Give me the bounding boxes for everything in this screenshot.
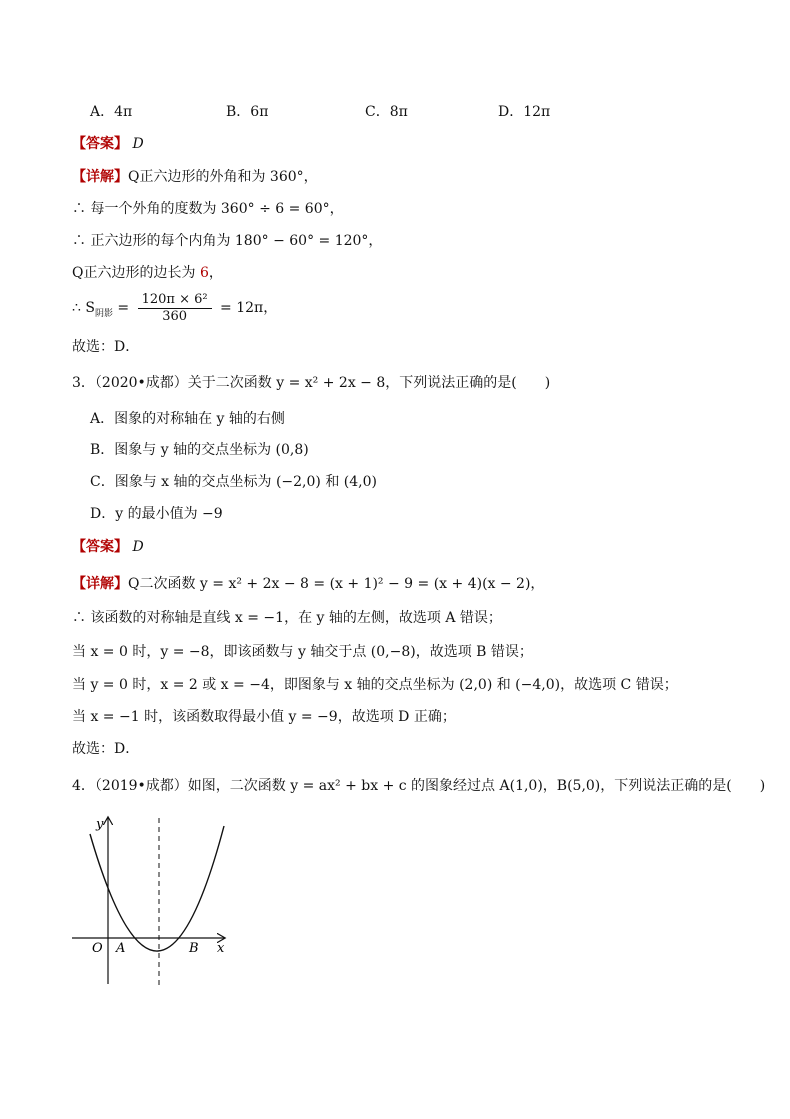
area-prefix: ∴ S xyxy=(72,300,95,316)
q3-option-b: B．图象与 y 轴的交点坐标为 (0,8) xyxy=(90,442,309,458)
answer-value: D xyxy=(132,539,144,555)
point-b-label: B xyxy=(189,941,199,956)
origin-label: O xyxy=(92,941,103,956)
q3-option-d: D．y 的最小值为 −9 xyxy=(90,506,223,522)
detail-text: Q正六边形的外角和为 360°， xyxy=(128,169,318,185)
q2-detail-line-4 xyxy=(72,264,223,282)
x-axis-label: x xyxy=(217,941,225,956)
q2-option-c: C．8π xyxy=(365,104,408,120)
q3-option-c: C．图象与 x 轴的交点坐标为 (−2,0) 和 (4,0) xyxy=(90,474,377,490)
area-eq: = xyxy=(112,300,134,316)
q3-detail-line-4: 当 y = 0 时，x = 2 或 x = −4，即图象与 x 轴的交点坐标为 (2,0) 和 (−4,0)，故选项 C 错误； xyxy=(72,677,678,693)
side-prefix: Q正六边形的边长为 xyxy=(72,265,200,281)
detail-tag: 【详解】 xyxy=(72,169,128,185)
q2-detail-line-1 xyxy=(72,168,318,186)
q3-detail-line-5: 当 x = −1 时，该函数取得最小值 y = −9，故选项 D 正确； xyxy=(72,709,456,725)
q2-area-formula xyxy=(72,290,277,332)
area-fraction xyxy=(138,292,212,325)
y-axis-label: y xyxy=(96,817,104,832)
q3-detail-line-3: 当 x = 0 时，y = −8，即该函数与 y 轴交于点 (0,−8)，故选项 B 错误； xyxy=(72,644,533,660)
area-result: = 12π， xyxy=(215,300,278,316)
answer-tag: 【答案】 xyxy=(72,136,128,152)
q4-parabola-graph xyxy=(66,812,236,992)
area-denominator: 360 xyxy=(162,308,188,324)
detail-text: Q二次函数 y = x² + 2x − 8 = (x + 1)² − 9 = (x + 4)(x − 2)， xyxy=(128,576,545,592)
area-numerator: 120π × 6² xyxy=(138,292,212,309)
q3-stem: 3．（2020•成都）关于二次函数 y = x² + 2x − 8，下列说法正确的是( ) xyxy=(72,375,551,391)
point-a-label: A xyxy=(116,941,126,956)
side-suffix: ， xyxy=(208,265,223,281)
q2-conclusion: 故选：D． xyxy=(72,339,140,355)
q3-option-a: A．图象的对称轴在 y 轴的右侧 xyxy=(90,411,285,427)
side-value: 6 xyxy=(199,265,209,281)
q2-detail-line-3: ∴ 正六边形的每个内角为 180° − 60° = 120°， xyxy=(72,233,383,249)
q2-option-a: A．4π xyxy=(90,104,133,120)
q3-answer xyxy=(72,538,144,556)
parabola-curve xyxy=(90,826,224,951)
q2-answer xyxy=(72,135,144,153)
q3-detail-line-2: ∴ 该函数的对称轴是直线 x = −1，在 y 轴的左侧，故选项 A 错误； xyxy=(72,610,502,626)
q2-option-d: D．12π xyxy=(498,104,551,120)
q3-detail-line-1 xyxy=(72,575,544,593)
answer-value: D xyxy=(132,136,144,152)
area-subscript: 阴影 xyxy=(94,309,113,319)
q2-detail-line-2: ∴ 每一个外角的度数为 360° ÷ 6 = 60°， xyxy=(72,201,344,217)
detail-tag: 【详解】 xyxy=(72,576,128,592)
q3-conclusion: 故选：D． xyxy=(72,741,140,757)
q4-stem: 4．（2019•成都）如图，二次函数 y = ax² + bx + c 的图象经过点 A(1,0)，B(5,0)，下列说法正确的是( ) xyxy=(72,778,766,794)
q2-option-b: B．6π xyxy=(226,104,269,120)
answer-tag: 【答案】 xyxy=(72,539,128,555)
